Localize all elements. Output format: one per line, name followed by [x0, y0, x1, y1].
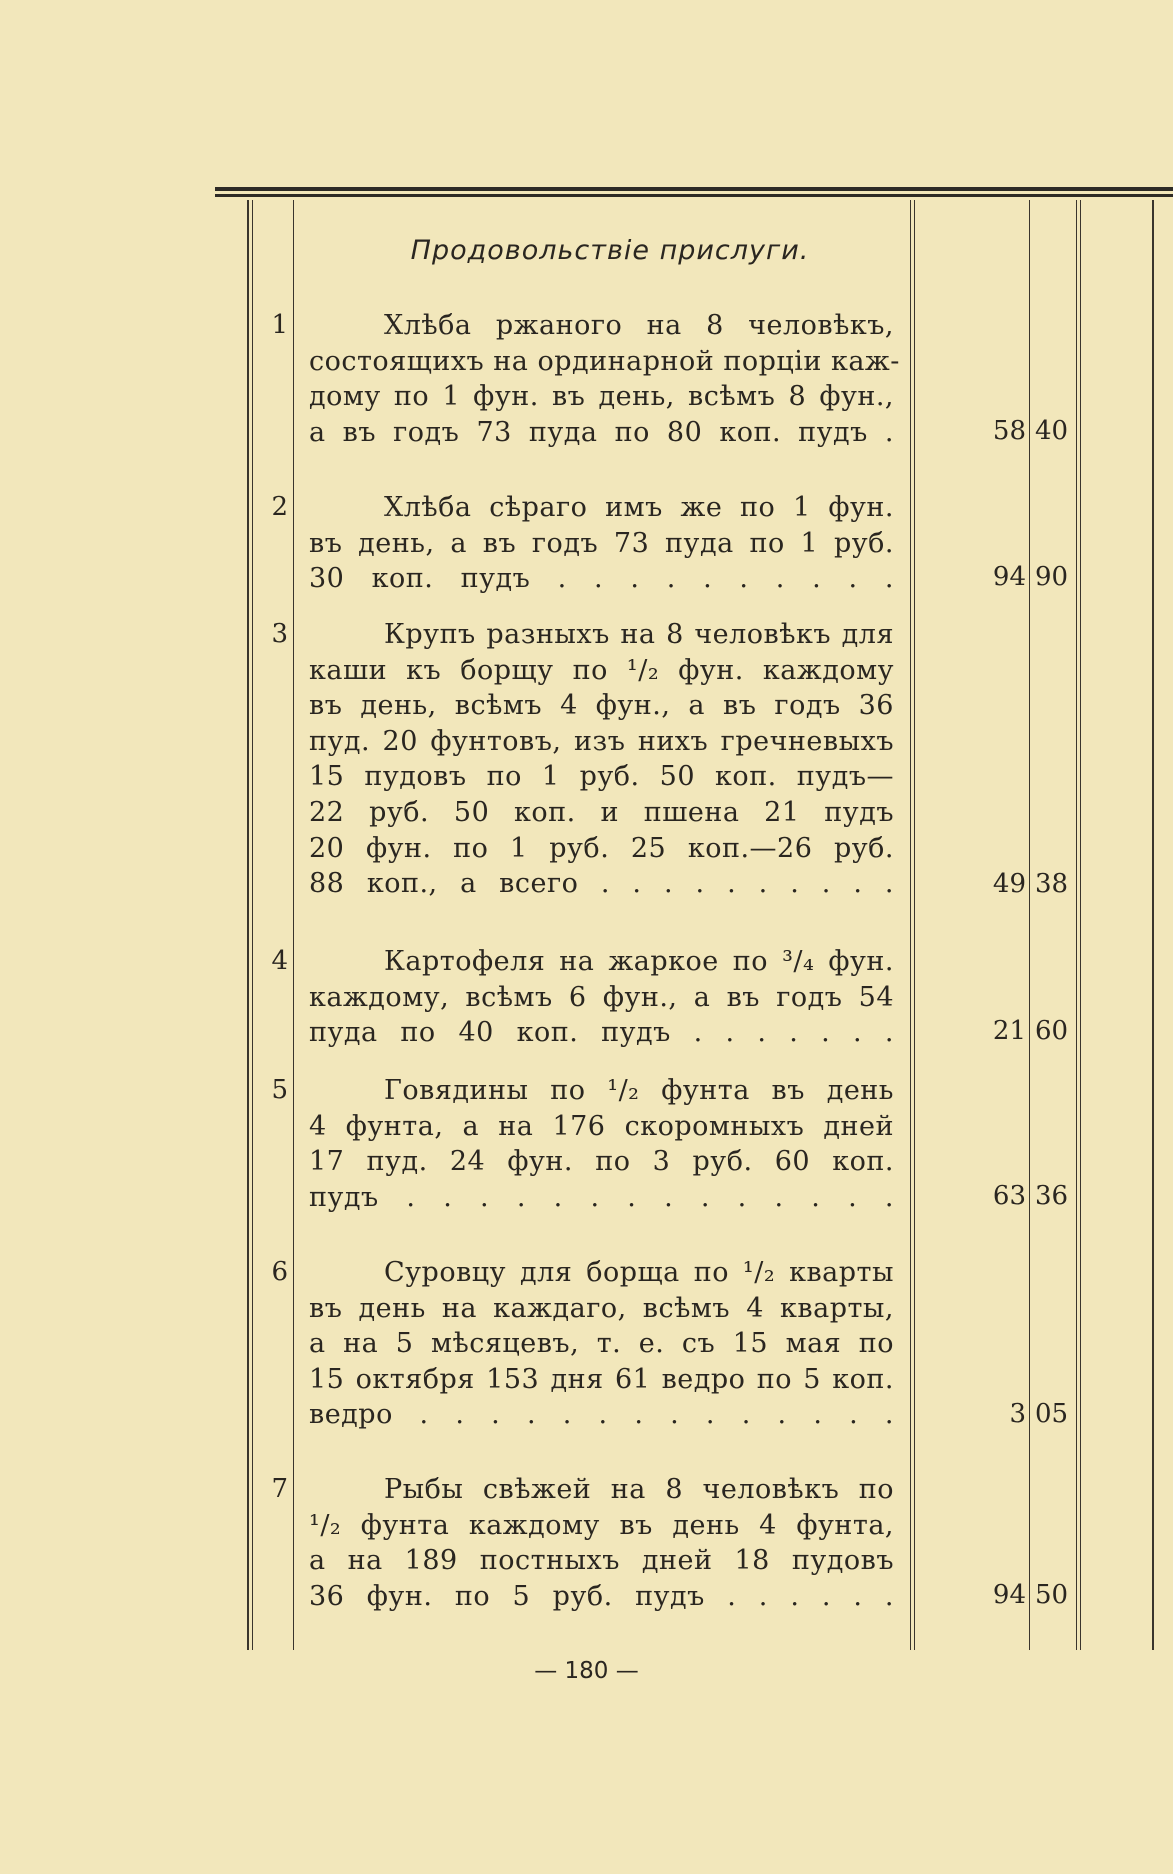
entry-line: Хлѣба сѣраго имъ же по 1 фун. — [384, 492, 894, 523]
column-line-left — [247, 200, 249, 1650]
column-line-rub-kop — [1029, 200, 1030, 1650]
entry-line: пудъ . . . . . . . . . . . . . . — [309, 1181, 894, 1213]
entry-line: 22 руб. 50 коп. и пшена 21 пудъ — [309, 796, 894, 828]
entry-text — [309, 1472, 894, 1614]
amount-rubles: 3 — [1009, 1399, 1026, 1429]
amount-rubles: 49 — [992, 869, 1026, 899]
entry-line: ведро . . . . . . . . . . . . . . — [309, 1399, 894, 1431]
section-heading: Продовольствіе прислуги. — [410, 235, 810, 266]
entry-line: а на 5 мѣсяцевъ, т. е. съ 15 мая по — [309, 1328, 894, 1360]
entry-line: а на 189 постныхъ дней 18 пудовъ — [309, 1545, 894, 1577]
entry-line: Суровцу для борща по ¹/₂ кварты — [384, 1257, 894, 1288]
entry-text — [309, 490, 894, 597]
column-line-far-right — [1152, 200, 1154, 1650]
entry-text — [309, 617, 894, 902]
amount-kopecks: 50 — [1035, 1580, 1069, 1610]
amount-rubles: 94 — [992, 562, 1026, 592]
top-rule — [215, 187, 1173, 191]
amount-kopecks: 05 — [1035, 1399, 1069, 1429]
amount-kopecks: 38 — [1035, 869, 1069, 899]
entry-line: въ день, всѣмъ 4 фун., а въ годъ 36 — [309, 690, 894, 722]
entry-line: 15 октября 153 дня 61 ведро по 5 коп. — [309, 1363, 894, 1395]
column-line-text-right — [910, 200, 911, 1650]
entry-line: 36 фун. по 5 руб. пудъ . . . . . . — [309, 1580, 894, 1612]
amount-kopecks: 90 — [1035, 562, 1069, 592]
entry-line: 15 пудовъ по 1 руб. 50 коп. пудъ— — [309, 761, 894, 793]
entry-line: Рыбы свѣжей на 8 человѣкъ по — [384, 1474, 894, 1505]
entry-line: Хлѣба ржаного на 8 человѣкъ, — [384, 310, 894, 341]
entry-line: въ день, а въ годъ 73 пуда по 1 руб. — [309, 527, 894, 559]
page-number: — 180 — — [534, 1658, 639, 1684]
column-line-kop-right-inner — [1080, 200, 1081, 1650]
entry-line: 20 фун. по 1 руб. 25 коп.—26 руб. — [309, 832, 894, 864]
entry-line: а въ годъ 73 пуда по 80 коп. пудъ . — [309, 416, 894, 448]
entry-line: Картофеля на жаркое по ³/₄ фун. — [384, 946, 894, 977]
entry-line: пуд. 20 фунтовъ, изъ нихъ гречневыхъ — [309, 725, 894, 757]
entry-line: Крупъ разныхъ на 8 человѣкъ для — [384, 619, 894, 650]
entry-text — [309, 308, 900, 450]
amount-rubles: 94 — [992, 1580, 1026, 1610]
entry-text — [309, 944, 894, 1051]
entry-number: 5 — [271, 1075, 288, 1105]
entry-line: Говядины по ¹/₂ фунта въ день — [384, 1075, 894, 1106]
entry-line: каши къ борщу по ¹/₂ фун. каждому — [309, 654, 894, 686]
entry-line: 17 пуд. 24 фун. по 3 руб. 60 коп. — [309, 1146, 894, 1178]
amount-kopecks: 60 — [1035, 1016, 1069, 1046]
entry-number: 3 — [271, 619, 288, 649]
top-rule-thin — [215, 194, 1173, 197]
amount-kopecks: 40 — [1035, 416, 1069, 446]
amount-rubles: 21 — [992, 1016, 1026, 1046]
entry-line: состоящихъ на ординарной порціи каж- — [309, 345, 900, 377]
entry-number: 7 — [271, 1474, 288, 1504]
entry-number: 1 — [271, 310, 288, 340]
column-line-kop-right — [1076, 200, 1077, 1650]
entry-text — [309, 1255, 894, 1433]
amount-rubles: 63 — [992, 1181, 1026, 1211]
entry-number: 4 — [271, 946, 288, 976]
column-line-text-right-inner — [914, 200, 915, 1650]
entry-number: 2 — [271, 492, 288, 522]
entry-line: каждому, всѣмъ 6 фун., а въ годъ 54 — [309, 981, 894, 1013]
column-line-number — [293, 200, 294, 1650]
entry-text — [309, 1073, 894, 1215]
entry-line: пуда по 40 коп. пудъ . . . . . . . — [309, 1017, 894, 1049]
entry-line: 4 фунта, а на 176 скоромныхъ дней — [309, 1110, 894, 1142]
entry-line: 30 коп. пудъ . . . . . . . . . . — [309, 563, 894, 595]
entry-number: 6 — [271, 1257, 288, 1287]
entry-line: въ день на каждаго, всѣмъ 4 кварты, — [309, 1292, 894, 1324]
column-line-left-inner — [252, 200, 253, 1650]
entry-line: 88 коп., а всего . . . . . . . . . . — [309, 868, 894, 900]
amount-rubles: 58 — [992, 416, 1026, 446]
amount-kopecks: 36 — [1035, 1181, 1069, 1211]
entry-line: ¹/₂ фунта каждому въ день 4 фунта, — [309, 1509, 894, 1541]
entry-line: дому по 1 фун. въ день, всѣмъ 8 фун., — [309, 381, 894, 413]
